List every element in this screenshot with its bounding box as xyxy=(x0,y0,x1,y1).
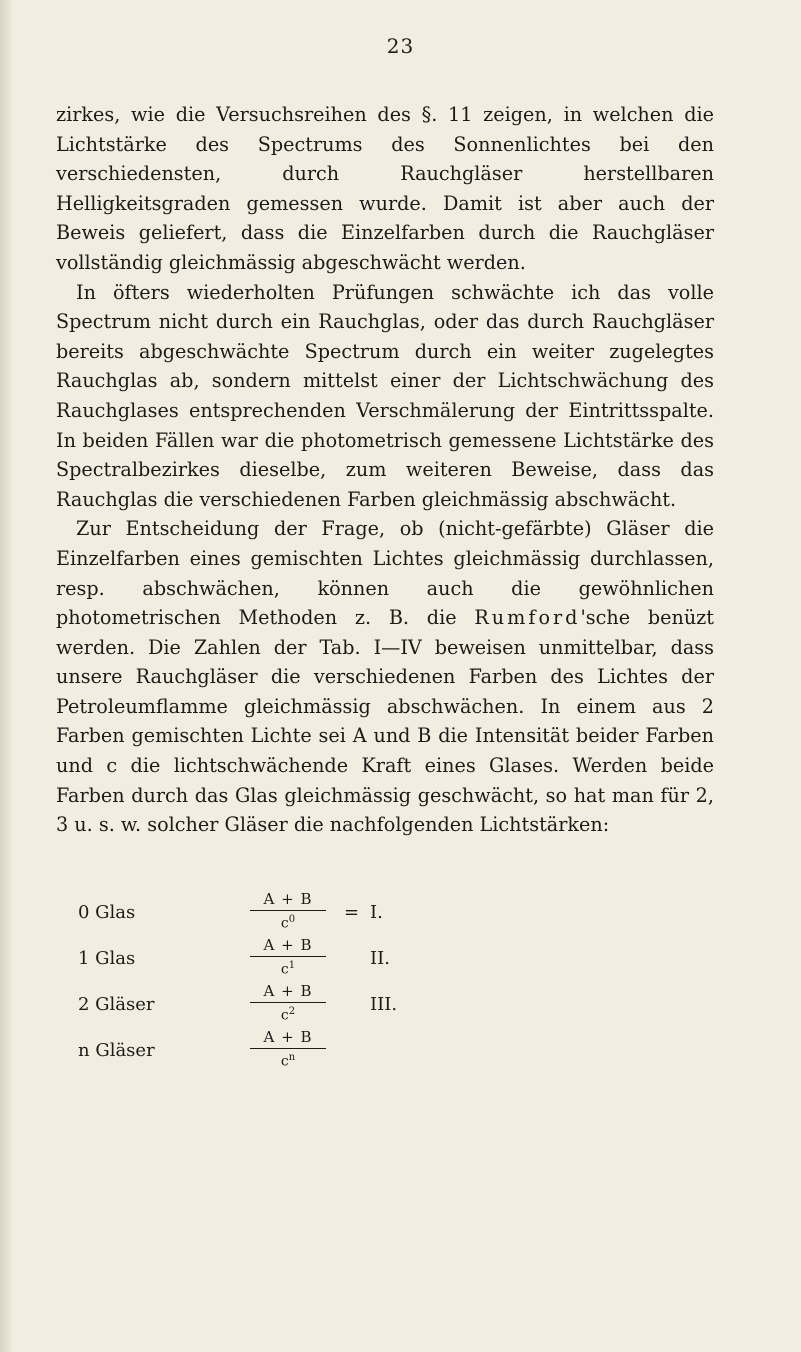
formula-numerator: A + B xyxy=(263,982,313,1000)
paragraph-3 xyxy=(56,514,714,840)
fraction-bar xyxy=(250,956,326,957)
formula-denominator xyxy=(250,958,326,978)
body-text xyxy=(56,100,714,840)
formula-base: c xyxy=(280,1053,289,1070)
formula-exponent: 1 xyxy=(288,960,296,971)
paragraph-1: zirkes, wie die Versuchsreihen des §. 11 zeigen, in welchen die Lichtstärke des Spectrums des Sonnenlichtes bei den verschiedensten, durch Rauchgläser herstellbaren Helligkeitsgraden gemessen wurde. Damit ist aber auch der Beweis geliefert, dass die Einzelfarben durch die Rauchgläser vollständig gleichmässig abgeschwächt werden. xyxy=(56,103,714,274)
formula-roman-numeral: II. xyxy=(370,948,390,969)
paragraph-2: In öfters wiederholten Prüfungen schwächte ich das volle Spectrum nicht durch ein Rauchglas, oder das durch Rauchgläser bereits abgeschwächte Spectrum durch ein weiter zugelegtes Rauchglas ab, sondern mittelst einer der Lichtschwächung des Rauchglases entsprechenden Verschmälerung der Eintrittsspalte. In beiden Fällen war die photometrisch gemessene Lichtstärke des Spectralbezirkes dieselbe, zum weiteren Beweise, dass das Rauchglas die verschiedenen Farben gleichmässig abschwächt. xyxy=(56,280,714,511)
formula-denominator xyxy=(250,1050,326,1070)
formula-base: c xyxy=(280,961,289,978)
formula-row xyxy=(78,936,578,982)
formula-row xyxy=(78,1028,578,1074)
formula-base: c xyxy=(280,915,289,932)
formula-exponent: 2 xyxy=(288,1006,296,1017)
formula-exponent: n xyxy=(288,1052,296,1063)
formula-fraction xyxy=(250,982,326,1024)
formula-fraction xyxy=(250,890,326,932)
page-edge-shadow xyxy=(0,0,14,1352)
formula-list xyxy=(78,890,578,1074)
formula-equals: = xyxy=(344,902,360,923)
formula-label: n Gläser xyxy=(78,1040,155,1061)
paragraph-3-text-after: 'sche benüzt werden. Die Zahlen der Tab. I—IV beweisen unmittelbar, dass unsere Rauchgläser die verschiedenen Farben des Lichtes der Petroleumflamme gleichmässig abschwächen. In einem aus 2 Farben gemischten Lichte sei A und B die Intensität beider Farben und c die lichtschwächende Kraft eines Glases. Werden beide Farben durch das Glas gleichmässig geschwächt, so hat man für 2, 3 u. s. w. solcher Gläser die nachfolgenden Lichtstärken: xyxy=(56,606,714,837)
formula-fraction xyxy=(250,936,326,978)
formula-label: 0 Glas xyxy=(78,902,136,923)
formula-roman-numeral: III. xyxy=(370,994,398,1015)
formula-numerator: A + B xyxy=(263,936,313,954)
formula-row xyxy=(78,982,578,1028)
formula-denominator xyxy=(250,1004,326,1024)
formula-label: 1 Glas xyxy=(78,948,136,969)
fraction-bar xyxy=(250,1048,326,1049)
formula-numerator: A + B xyxy=(263,1028,313,1046)
page-number: 23 xyxy=(386,34,415,58)
formula-row xyxy=(78,890,578,936)
author-name-rumford: Rumford xyxy=(474,606,581,630)
formula-numerator: A + B xyxy=(263,890,313,908)
formula-label: 2 Gläser xyxy=(78,994,155,1015)
formula-base: c xyxy=(280,1007,289,1024)
fraction-bar xyxy=(250,910,326,911)
fraction-bar xyxy=(250,1002,326,1003)
formula-denominator xyxy=(250,912,326,932)
formula-roman-numeral: I. xyxy=(370,902,383,923)
formula-exponent: 0 xyxy=(288,914,296,925)
formula-fraction xyxy=(250,1028,326,1070)
paragraph-3-text-before: Zur Entscheidung der Frage, ob (nicht-gefärbte) Gläser die Einzelfarben eines gemischten Lichtes gleichmässig durchlassen, resp. abschwächen, können auch die gewöhnlichen photometrischen Methoden z. B. die xyxy=(56,517,714,630)
